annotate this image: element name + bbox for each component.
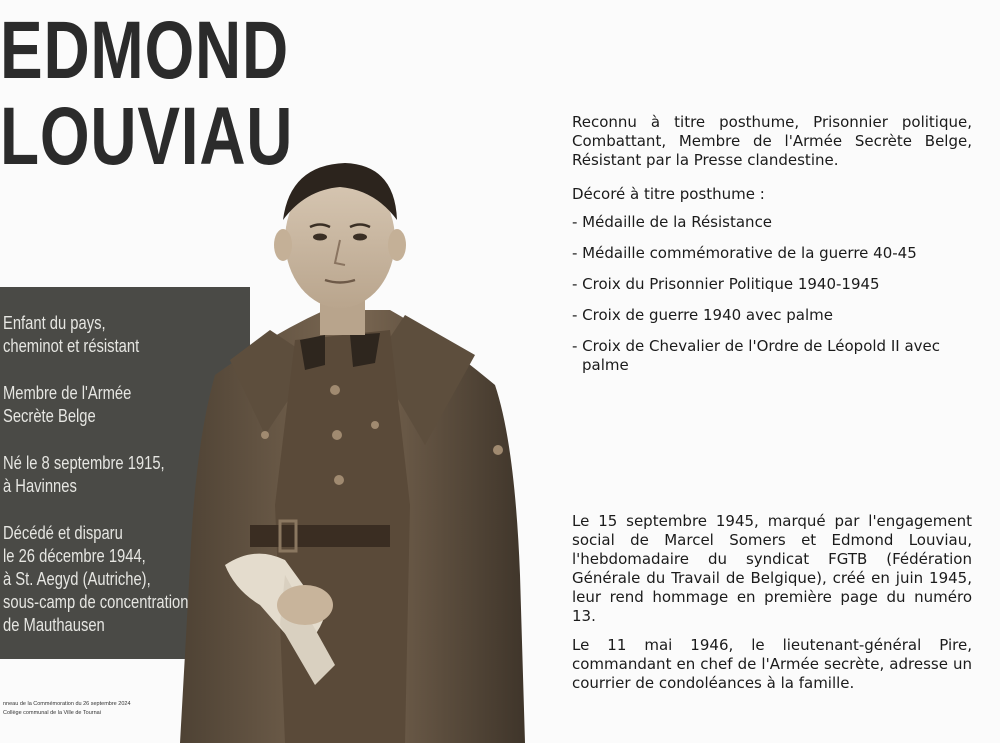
- decorations-heading: Décoré à titre posthume :: [572, 185, 765, 203]
- bio-origin: Enfant du pays, cheminot et résistant: [3, 313, 140, 356]
- list-item: - Croix du Prisonnier Politique 1940-1945: [572, 275, 880, 293]
- biography-text: [3, 312, 200, 661]
- history-text: [572, 512, 972, 703]
- list-item: - Croix de guerre 1940 avec palme: [572, 306, 833, 324]
- recognition-paragraph: Reconnu à titre posthume, Prisonnier politique, Combattant, Membre de l'Armée Secrète Belge, Résistant par la Presse clandestine.: [572, 113, 972, 169]
- bio-death: Décédé et disparu le 26 décembre 1944, à St. Aegyd (Autriche), sous-camp de concentration de Mauthausen: [3, 523, 189, 635]
- history-paragraph-1946: Le 11 mai 1946, le lieutenant-général Pire, commandant en chef de l'Armée secrète, adresse un courrier de condoléances à la famille.: [572, 636, 972, 692]
- portrait-photo: [175, 145, 530, 743]
- bio-membership: Membre de l'Armée Secrète Belge: [3, 383, 132, 426]
- list-item: - Croix de Chevalier de l'Ordre de Léopold II avec palme: [572, 337, 940, 374]
- title-line-last-name: LOUVIAU: [0, 91, 294, 182]
- photo-caption: nneau de la Commémoration du 26 septembre 2024 Collège communal de la Ville de Tournai: [3, 701, 131, 716]
- list-item: - Médaille de la Résistance: [572, 213, 773, 231]
- decorations-list: [572, 213, 972, 387]
- soldier-portrait-illustration: [175, 145, 530, 743]
- bio-birth: Né le 8 septembre 1915, à Havinnes: [3, 453, 165, 496]
- list-item: - Médaille commémorative de la guerre 40-45: [572, 244, 917, 262]
- history-paragraph-1945: Le 15 septembre 1945, marqué par l'engagement social de Marcel Somers et Edmond Louviau, l'hebdomadaire du syndicat FGTB (Fédération Générale du Travail de Belgique), créé en juin 1945, leur rend hommage en première page du numéro 13.: [572, 512, 972, 625]
- title-line-first-name: EDMOND: [0, 5, 289, 96]
